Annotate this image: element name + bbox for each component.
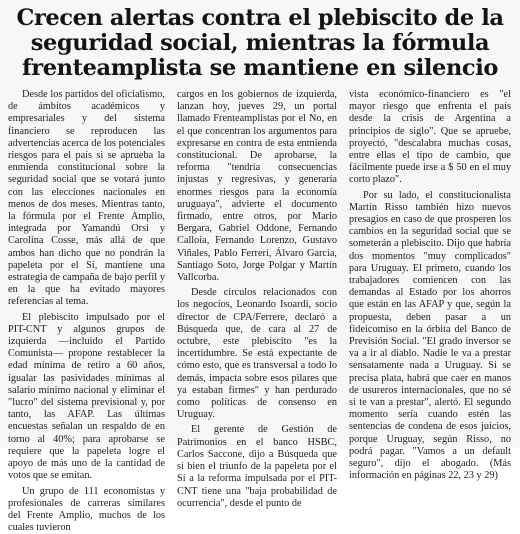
paragraph: El plebiscito impulsado por el PIT-CNT y algunos grupos de izquierda —incluido el Partido Comunista— propone restablecer la edad mínima de retiro a 60 años, igualar las pasividades mínimas al salario mínimo nacional y eliminar el "lucro" del sistema previsional y, por tanto, las AFAP. Las últimas encuestas señalan un respaldo de en torno al 40%; para aprobarse se requiere que la papeleta logre el apoyo de más uno de la cantidad de votos que se emitan. [8, 312, 165, 483]
paragraph: vista económico-financiero es "el mayor riesgo que enfrenta el país desde la crisis de Argentina a principios de siglo". Que se apruebe, proyectó, "descalabra muchas cosas, entre ellas el tipo de cambio, que fácilmente puede irse a $ 50 en el muy corto plazo". [349, 89, 511, 187]
headline-line: seguridad social, mientras la fórmula [8, 31, 512, 56]
paragraph: Un grupo de 111 economistas y profesionales de carreras similares del Frente Amplio, muchos de los cuales tuvieron [8, 486, 165, 534]
column-1 [8, 89, 165, 429]
headline-line: frenteamplista se mantiene en silencio [8, 56, 512, 81]
column-2 [177, 89, 337, 429]
paragraph: Por su lado, el constitucionalista Martín Risso también hizo nuevos presagios en caso de que prosperen los cambios en la seguridad social que se someterán a plebiscito. Dijo que habría dos momentos "muy complicados" para Uruguay. El primero, cuando los trabajadores comiencen con las demandas al Estado por los ahorros que están en las AFAP y que, según la propuesta, deben pasar a un fideicomiso en la órbita del Banco de Previsión Social. "El grado inversor se va a ir al diablo. Nadie le va a prestar sensatamente nada a Uruguay. Si se precisa plata, habrá que caer en manos de usureros internacionales, que no sé si te van a prestar", alertó. El segundo momento sería cuando estén las sentencias de condena de esos juicios, porque Uruguay, según Risso, no podrá pagar. "Vamos a un default seguro", dijo el abogado. (Más información en páginas 22, 23 y 29) [349, 190, 511, 483]
paragraph: El gerente de Gestión de Patrimonios en el banco HSBC, Carlos Saccone, dijo a Búsqueda que si bien el triunfo de la papeleta por el Sí a la reforma impulsada por el PIT-CNT tiene una "baja probabilidad de ocurrencia", desde el punto de [177, 424, 337, 509]
article-body [8, 89, 512, 429]
paragraph: Desde círculos relacionados con los negocios, Leonardo Isoardi, socio director de CPA/Ferrere, declaró a Búsqueda que, de cara al 27 de octubre, este plebiscito "es la incertidumbre. Se está expectante de cómo esto, que es transversal a todo lo demás, impacta sobre esos pilares que ya estaban firmes" y han perdurado como políticas de consenso en Uruguay. [177, 287, 337, 421]
headline-line: Crecen alertas contra el plebiscito de la [8, 6, 512, 31]
column-3 [349, 89, 511, 429]
paragraph: cargos en los gobiernos de izquierda, lanzan hoy, jueves 29, un portal llamado Frenteamplistas por el No, en el que concentran los argumentos para expresarse en contra de esta enmienda constitucional. De aprobarse, la reforma "tendría consecuencias injustas y regresivas, y generaría enormes riesgos para la economía uruguaya", advierte el documento firmado, entre otros, por Mario Bergara, Gabriel Oddone, Fernando Calloia, Fernando Lorenzo, Gustavo Viñales, Pablo Ferreri, Álvaro García, Santiago Soto, Jorge Polgar y Martín Vallcorba. [177, 89, 337, 284]
article-headline [8, 6, 512, 81]
paragraph: Desde los partidos del oficialismo, de ámbitos académicos y empresariales y del sistema financiero se reproducen las advertencias acerca de los potenciales riesgos para el país si se aprueba la enmienda constitucional sobre la seguridad social que se votará junto con las elecciones nacionales en menos de dos meses. Mientras tanto, la fórmula por el Frente Amplio, integrada por Yamandú Orsi y Carolina Cosse, más allá de que ambos han dicho que no pondrán la papeleta por el Sí, mantiene una estrategia de campaña de bajo perfil y en la que ha evitado mayores referencias al tema. [8, 89, 165, 309]
